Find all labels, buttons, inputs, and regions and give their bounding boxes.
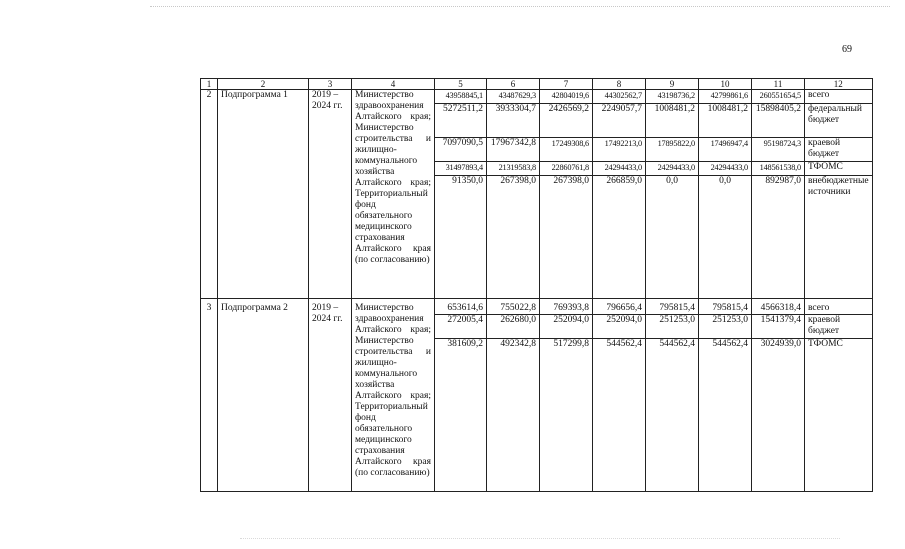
- source-cell: внебюджетные источники: [805, 176, 873, 299]
- value-cell: 796656,4: [593, 299, 646, 315]
- value-cell: 17895822,0: [646, 138, 699, 162]
- value-cell: 3933304,7: [487, 104, 540, 138]
- value-cell: 251253,0: [699, 315, 752, 339]
- row-number: 3: [201, 299, 218, 492]
- value-cell: 2426569,2: [540, 104, 593, 138]
- page-number: 69: [842, 44, 852, 55]
- value-cell: 262680,0: [487, 315, 540, 339]
- col-header: 2: [218, 79, 309, 90]
- value-cell: 43198736,2: [646, 90, 699, 104]
- source-cell: краевой бюджет: [805, 138, 873, 162]
- source-cell: всего: [805, 90, 873, 104]
- col-header: 7: [540, 79, 593, 90]
- source-cell: краевой бюджет: [805, 315, 873, 339]
- value-cell: 517299,8: [540, 339, 593, 492]
- table-row: [201, 299, 873, 315]
- value-cell: 4566318,4: [752, 299, 805, 315]
- value-cell: 795815,4: [699, 299, 752, 315]
- value-cell: 21319583,8: [487, 162, 540, 176]
- column-number-row: [201, 79, 873, 90]
- col-header: 1: [201, 79, 218, 90]
- value-cell: 0,0: [646, 176, 699, 299]
- period: 2019 – 2024 гг.: [309, 90, 352, 299]
- value-cell: 0,0: [699, 176, 752, 299]
- col-header: 8: [593, 79, 646, 90]
- col-header: 5: [435, 79, 487, 90]
- table-row: [201, 90, 873, 104]
- value-cell: 17496947,4: [699, 138, 752, 162]
- value-cell: 17492213,0: [593, 138, 646, 162]
- subprogram-name: Подпрограмма 1: [218, 90, 309, 299]
- value-cell: 892987,0: [752, 176, 805, 299]
- value-cell: 769393,8: [540, 299, 593, 315]
- executor: Министерство здравоохранения Алтайского края; Министерство строительства и жилищно-коммунального хозяйства Алтайского края; Территориальный фонд обязательного медицинского страхования Алтайского края (по согласованию): [352, 90, 435, 299]
- value-cell: 43487629,3: [487, 90, 540, 104]
- value-cell: 653614,6: [435, 299, 487, 315]
- executor: Министерство здравоохранения Алтайского края; Министерство строительства и жилищно-коммунального хозяйства Алтайского края; Территориальный фонд обязательного медицинского страхования Алтайского края (по согласованию): [352, 299, 435, 492]
- value-cell: 755022,8: [487, 299, 540, 315]
- value-cell: 492342,8: [487, 339, 540, 492]
- value-cell: 252094,0: [540, 315, 593, 339]
- value-cell: 17249308,6: [540, 138, 593, 162]
- source-cell: ТФОМС: [805, 339, 873, 492]
- value-cell: 260551654,5: [752, 90, 805, 104]
- value-cell: 266859,0: [593, 176, 646, 299]
- value-cell: 1008481,2: [646, 104, 699, 138]
- scan-artifact-line: [240, 538, 840, 540]
- value-cell: 43958845,1: [435, 90, 487, 104]
- value-cell: 272005,4: [435, 315, 487, 339]
- value-cell: 17967342,8: [487, 138, 540, 162]
- value-cell: 251253,0: [646, 315, 699, 339]
- period: 2019 – 2024 гг.: [309, 299, 352, 492]
- value-cell: 148561538,0: [752, 162, 805, 176]
- value-cell: 42799861,6: [699, 90, 752, 104]
- subprogram-name: Подпрограмма 2: [218, 299, 309, 492]
- col-header: 4: [352, 79, 435, 90]
- col-header: 6: [487, 79, 540, 90]
- budget-table: [200, 78, 873, 492]
- value-cell: 544562,4: [699, 339, 752, 492]
- scan-artifact-line: [150, 6, 890, 8]
- col-header: 11: [752, 79, 805, 90]
- value-cell: 24294433,0: [593, 162, 646, 176]
- value-cell: 267398,0: [540, 176, 593, 299]
- value-cell: 5272511,2: [435, 104, 487, 138]
- value-cell: 267398,0: [487, 176, 540, 299]
- value-cell: 95198724,3: [752, 138, 805, 162]
- value-cell: 24294433,0: [699, 162, 752, 176]
- value-cell: 91350,0: [435, 176, 487, 299]
- value-cell: 3024939,0: [752, 339, 805, 492]
- source-cell: федеральный бюджет: [805, 104, 873, 138]
- row-number: 2: [201, 90, 218, 299]
- col-header: 9: [646, 79, 699, 90]
- value-cell: 544562,4: [593, 339, 646, 492]
- value-cell: 15898405,2: [752, 104, 805, 138]
- col-header: 10: [699, 79, 752, 90]
- value-cell: 7097090,5: [435, 138, 487, 162]
- col-header: 3: [309, 79, 352, 90]
- value-cell: 795815,4: [646, 299, 699, 315]
- value-cell: 544562,4: [646, 339, 699, 492]
- source-cell: всего: [805, 299, 873, 315]
- col-header: 12: [805, 79, 873, 90]
- value-cell: 24294433,0: [646, 162, 699, 176]
- value-cell: 22860761,8: [540, 162, 593, 176]
- value-cell: 2249057,7: [593, 104, 646, 138]
- value-cell: 1008481,2: [699, 104, 752, 138]
- value-cell: 44302562,7: [593, 90, 646, 104]
- source-cell: ТФОМС: [805, 162, 873, 176]
- value-cell: 31497893,4: [435, 162, 487, 176]
- value-cell: 381609,2: [435, 339, 487, 492]
- value-cell: 42804019,6: [540, 90, 593, 104]
- value-cell: 252094,0: [593, 315, 646, 339]
- value-cell: 1541379,4: [752, 315, 805, 339]
